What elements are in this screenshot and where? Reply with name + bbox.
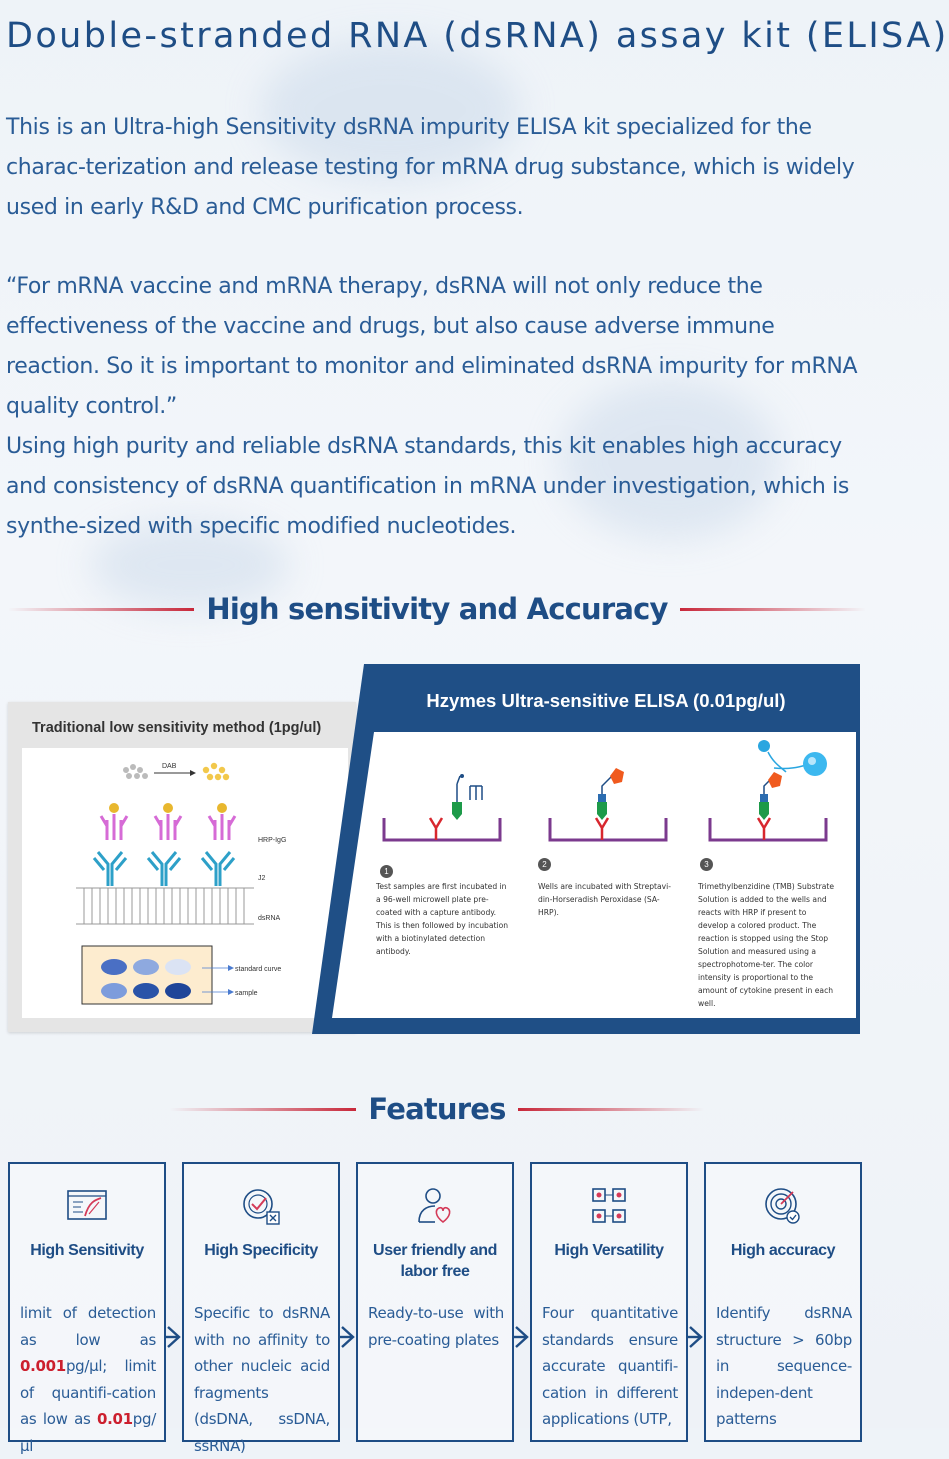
hzymes-title: Hzymes Ultra-sensitive ELISA (0.01pg/ul) xyxy=(426,690,786,711)
standard-curve-label: standard curve xyxy=(235,966,282,973)
divider-line xyxy=(680,608,866,611)
hrp-igg-label: HRP-IgG xyxy=(258,837,287,844)
feature-card-sensitivity xyxy=(8,1162,166,1455)
feature-title: High Versatility xyxy=(554,1242,664,1259)
feature-title: High accuracy xyxy=(730,1242,836,1259)
divider-line xyxy=(8,608,194,611)
feature-title: High Sensitivity xyxy=(30,1242,144,1259)
sensitivity-chart-icon xyxy=(65,1186,109,1226)
traditional-method-panel xyxy=(8,702,356,1032)
intro-paragraph: This is an Ultra-high Sensitivity dsRNA impurity ELISA kit specialized for the charac-terization and release testing for mRNA drug substance, which is widely used in early R&D and CMC purification process. xyxy=(6,115,855,220)
feature-description: Identify dsRNA structure > 60bp in sequence-indepen-dent patterns xyxy=(716,1304,852,1428)
quote-paragraph: “For mRNA vaccine and mRNA therapy, dsRNA will not only reduce the effectiveness of the vaccine and drugs, but also cause adverse immune reaction. So it is important to monitor and eliminated dsRNA impurity for mRNA quality control.” xyxy=(6,274,858,419)
specificity-check-icon xyxy=(239,1186,283,1226)
step-number-2: 2 xyxy=(538,858,551,871)
divider-line xyxy=(170,1108,356,1111)
feature-card-accuracy xyxy=(704,1162,862,1442)
dab-label: DAB xyxy=(162,763,177,770)
feature-description: Four quantitative standards ensure accurate quantifi-cation in different applications (UTP, xyxy=(542,1304,678,1428)
step-number-1: 1 xyxy=(380,865,393,878)
step-text-2: Wells are incubated with Streptavi-din-Horseradish Peroxidase (SA-HRP). xyxy=(538,882,672,917)
section-heading-features xyxy=(0,1092,874,1126)
sample-label: sample xyxy=(235,990,258,997)
feature-description: limit of detection as low as 0.001pg/µl; limit of quantifi-cation as low as 0.01pg/µl xyxy=(20,1304,156,1455)
accuracy-target-icon xyxy=(761,1186,805,1226)
traditional-title: Traditional low sensitivity method (1pg/ul) xyxy=(32,720,322,736)
hrp-igg-antibodies xyxy=(101,803,235,840)
page-title: Double-stranded RNA (dsRNA) assay kit (ELISA) xyxy=(6,16,949,56)
traditional-diagram xyxy=(22,748,348,1018)
versatility-grid-icon xyxy=(587,1186,631,1226)
feature-card-versatility xyxy=(530,1162,688,1442)
standards-paragraph: Using high purity and reliable dsRNA standards, this kit enables high accuracy and consistency of dsRNA quantification in mRNA under investigation, which is synthe-sized with specific modified nucleotides. xyxy=(6,434,849,539)
section-heading-sensitivity xyxy=(0,592,874,626)
j2-antibodies xyxy=(94,852,234,886)
step-text-3: Trimethylbenzidine (TMB) Substrate Solution is added to the wells and reacts with HRP if present to develop a colored product. The reaction is stopped using the Stop Solution and measured using a spectrophotome-ter. The color intensity is proportional to the amount of cytokine present in each well. xyxy=(698,882,834,1008)
hzymes-elisa-panel xyxy=(312,664,860,1034)
j2-label: J2 xyxy=(258,875,266,882)
step-text-1: Test samples are first incubated in a 96-well microwell plate pre-coated with a capture antibody. This is then followed by incubation with a biotinylated detection antibody. xyxy=(376,882,509,956)
user-friendly-icon xyxy=(413,1186,457,1226)
feature-description: Ready-to-use with pre-coating plates xyxy=(368,1304,504,1349)
antibody-diagram xyxy=(22,748,348,1018)
feature-card-user-friendly xyxy=(356,1162,514,1442)
section-title: High sensitivity and Accuracy xyxy=(206,592,668,626)
step-number-3: 3 xyxy=(700,858,713,871)
section-title: Features xyxy=(368,1092,506,1126)
feature-title: High Specificity xyxy=(204,1242,318,1259)
dsrna-strands xyxy=(76,888,254,924)
divider-line xyxy=(518,1108,704,1111)
dsrna-label: dsRNA xyxy=(258,915,281,922)
feature-title: User friendly and labor free xyxy=(373,1242,497,1280)
feature-card-specificity xyxy=(182,1162,340,1455)
feature-description: Specific to dsRNA with no affinity to other nucleic acid fragments (dsDNA, ssDNA, ssRNA) xyxy=(194,1304,330,1455)
